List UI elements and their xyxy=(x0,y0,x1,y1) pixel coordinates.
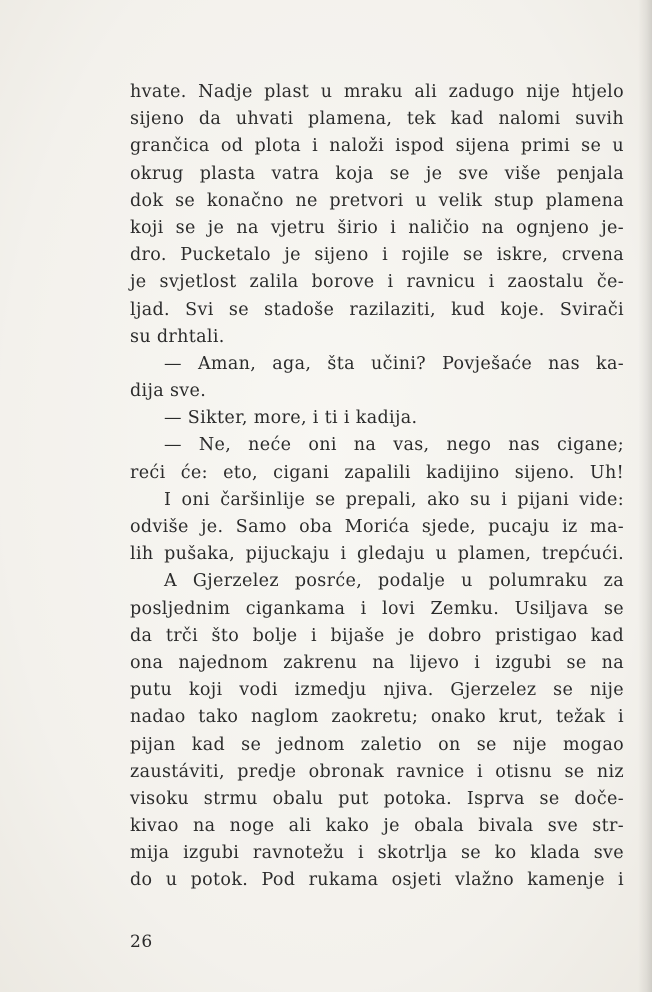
text-line: dok se konačno ne pretvori u velik stup plamena xyxy=(130,190,624,211)
text-line: grančica od plota i naloži ispod sijena primi se u xyxy=(130,136,624,157)
text-line: koji se je na vjetru širio i naličio na ognjeno je- xyxy=(130,217,624,238)
dialogue-line: — Aman, aga, šta učini? Povješaće nas ka- xyxy=(164,353,624,374)
text-line: nadao tako naglom zaokretu; onako krut, težak i xyxy=(130,707,624,728)
text-line: odviše je. Samo oba Morića sjede, pucaju iz ma- xyxy=(130,517,624,537)
dialogue-line: — Sikter, more, i ti i kadija. xyxy=(164,408,418,429)
text-line: lih pušaka, pijuckaju i gledaju u plamen, trepćući. xyxy=(130,544,624,565)
text-line: do u potok. Pod rukama osjeti vlažno kamenje i xyxy=(130,870,624,891)
page-number: 26 xyxy=(130,932,153,952)
text-line: posljednim cigankama i lovi Zemku. Usiljava se xyxy=(130,598,624,619)
text-line: ona najednom zakrenu na lijevo i izgubi se na xyxy=(130,652,624,673)
text-line: okrug plasta vatra koja se je sve više penjala xyxy=(130,163,624,184)
text-line: je svjetlost zalila borove i ravnicu i zaostalu če- xyxy=(130,272,624,293)
text-line: sijeno da uhvati plamena, tek kad nalomi suvih xyxy=(130,109,624,130)
text-line: zaustáviti, predje obronak ravnice i otisnu se niz xyxy=(130,761,624,782)
text-line: su drhtali. xyxy=(130,326,225,347)
text-line: hvate. Nadje plast u mraku ali zadugo nije htjelo xyxy=(130,82,624,102)
body-text xyxy=(130,79,624,895)
text-line: reći će: eto, cigani zapalili kadijino sijeno. Uh! xyxy=(130,462,624,483)
text-line: mija izgubi ravnotežu i skotrlja se ko klada sve xyxy=(130,843,624,864)
dialogue-line: — Ne, neće oni na vas, nego nas cigane; xyxy=(164,435,624,456)
paragraph-start-line: I oni čaršinlije se prepali, ako su i pijani vide: xyxy=(164,489,624,510)
text-line: dija sve. xyxy=(130,381,207,402)
text-line: dro. Pucketalo je sijeno i rojile se iskre, crvena xyxy=(130,245,624,266)
text-line: visoku strmu obalu put potoka. Isprva se doče- xyxy=(130,788,624,809)
text-line: putu koji vodi izmedju njiva. Gjerzelez se nije xyxy=(130,680,624,701)
text-line: ljad. Svi se stadoše razilaziti, kud koje. Svirači xyxy=(130,299,624,320)
paragraph-start-line: A Gjerzelez posrće, podalje u polumraku za xyxy=(164,571,624,592)
text-line: kivao na noge ali kako je obala bivala sve str- xyxy=(130,816,624,837)
page-edge-shadow xyxy=(638,0,652,992)
text-line: pijan kad se jednom zaletio on se nije mogao xyxy=(130,734,624,755)
text-line: da trči što bolje i bijaše je dobro pristigao kad xyxy=(130,625,624,646)
